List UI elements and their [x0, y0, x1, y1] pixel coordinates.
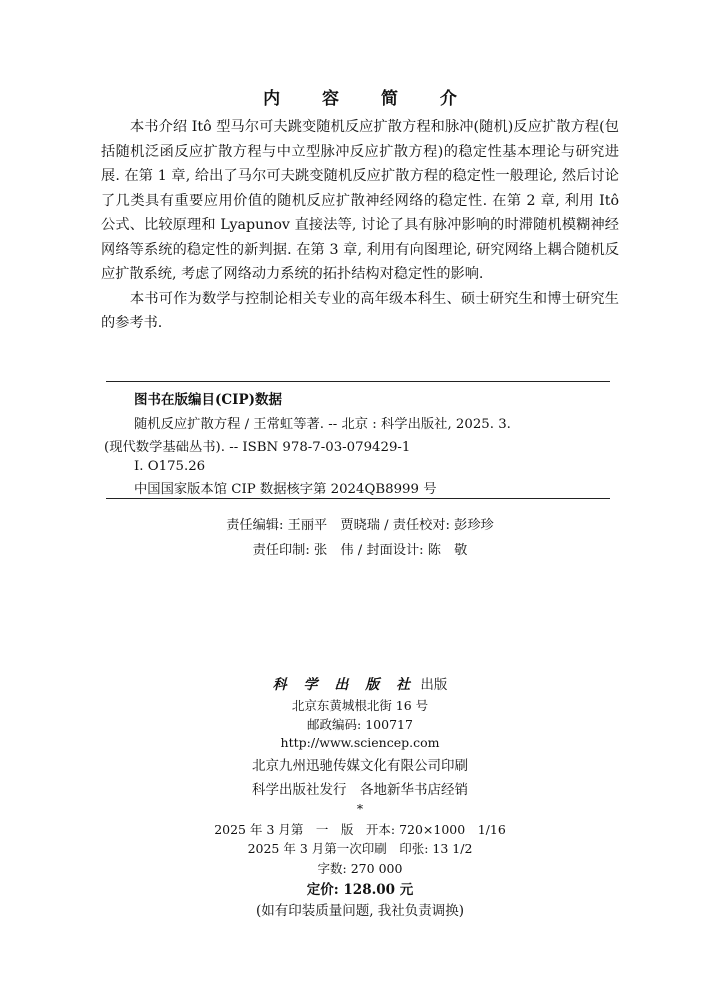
cip-top-divider: [106, 381, 610, 382]
intro-paragraph-1: 本书介绍 Itô 型马尔可夫跳变随机反应扩散方程和脉冲(随机)反应扩散方程(包括随机泛函反应扩散方程与中立型脉冲反应扩散方程)的稳定性基本理论与研究进展. 在第 1 章, 给出了马尔可夫跳变随机反应扩散方程的稳定性一般理论, 然后讨论了几类具有重要应用价值的随机反应扩散神经网络的稳定性. 在第 2 章, 利用 Itô 公式、比较原理和 Lyapunov 直接法等, 讨论了具有脉冲影响的时滞随机模糊神经网络等系统的稳定性的新判据. 在第 3 章, 利用有向图理论, 研究网络上耦合随机反应扩散系统, 考虑了网络动力系统的拓扑结构对稳定性的影响.: [101, 119, 619, 282]
publisher-postcode: 邮政编码: 100717: [307, 717, 413, 732]
distribution-line: 科学出版社发行 各地新华书店经销: [252, 782, 468, 798]
cip-line-2: (现代数学基础丛书). -- ISBN 978-7-03-079429-1: [104, 440, 411, 455]
cip-line-1: 随机反应扩散方程 / 王常虹等著. -- 北京 : 科学出版社, 2025. 3.: [134, 417, 511, 432]
price-line: 定价: 128.00 元: [306, 882, 414, 898]
staff-line-2: 责任印制: 张 伟 / 封面设计: 陈 敬: [252, 543, 468, 558]
cip-line-4: 中国国家版本馆 CIP 数据核字第 2024QB8999 号: [134, 482, 437, 497]
cip-heading: 图书在版编目(CIP)数据: [134, 392, 282, 408]
publisher-address: 北京东黄城根北街 16 号: [291, 698, 429, 713]
page-title: 内 容 简 介: [263, 89, 475, 109]
printing-line: 2025 年 3 月第一次印刷 印张: 13 1/2: [247, 841, 473, 856]
intro-text: [101, 115, 619, 336]
word-count: 字数: 270 000: [317, 861, 403, 876]
publisher-name: 科 学 出 版 社: [272, 677, 417, 693]
printer-line: 北京九州迅驰传媒文化有限公司印刷: [252, 758, 468, 774]
staff-line-1: 责任编辑: 王丽平 贾晓瑞 / 责任校对: 彭珍珍: [226, 518, 494, 533]
cip-bottom-divider: [106, 498, 610, 499]
quality-notice: (如有印装质量问题, 我社负责调换): [255, 903, 465, 919]
edition-line: 2025 年 3 月第 一 版 开本: 720×1000 1/16: [214, 822, 506, 837]
publisher-url: http://www.sciencep.com: [280, 735, 440, 750]
publisher-suffix: 出版: [420, 677, 448, 693]
intro-paragraph-2: 本书可作为数学与控制论相关专业的高年级本科生、硕士研究生和博士研究生的参考书.: [101, 290, 619, 331]
cip-line-3: I. O175.26: [134, 459, 206, 474]
publisher-line: [0, 673, 720, 694]
separator-star: *: [356, 801, 364, 816]
